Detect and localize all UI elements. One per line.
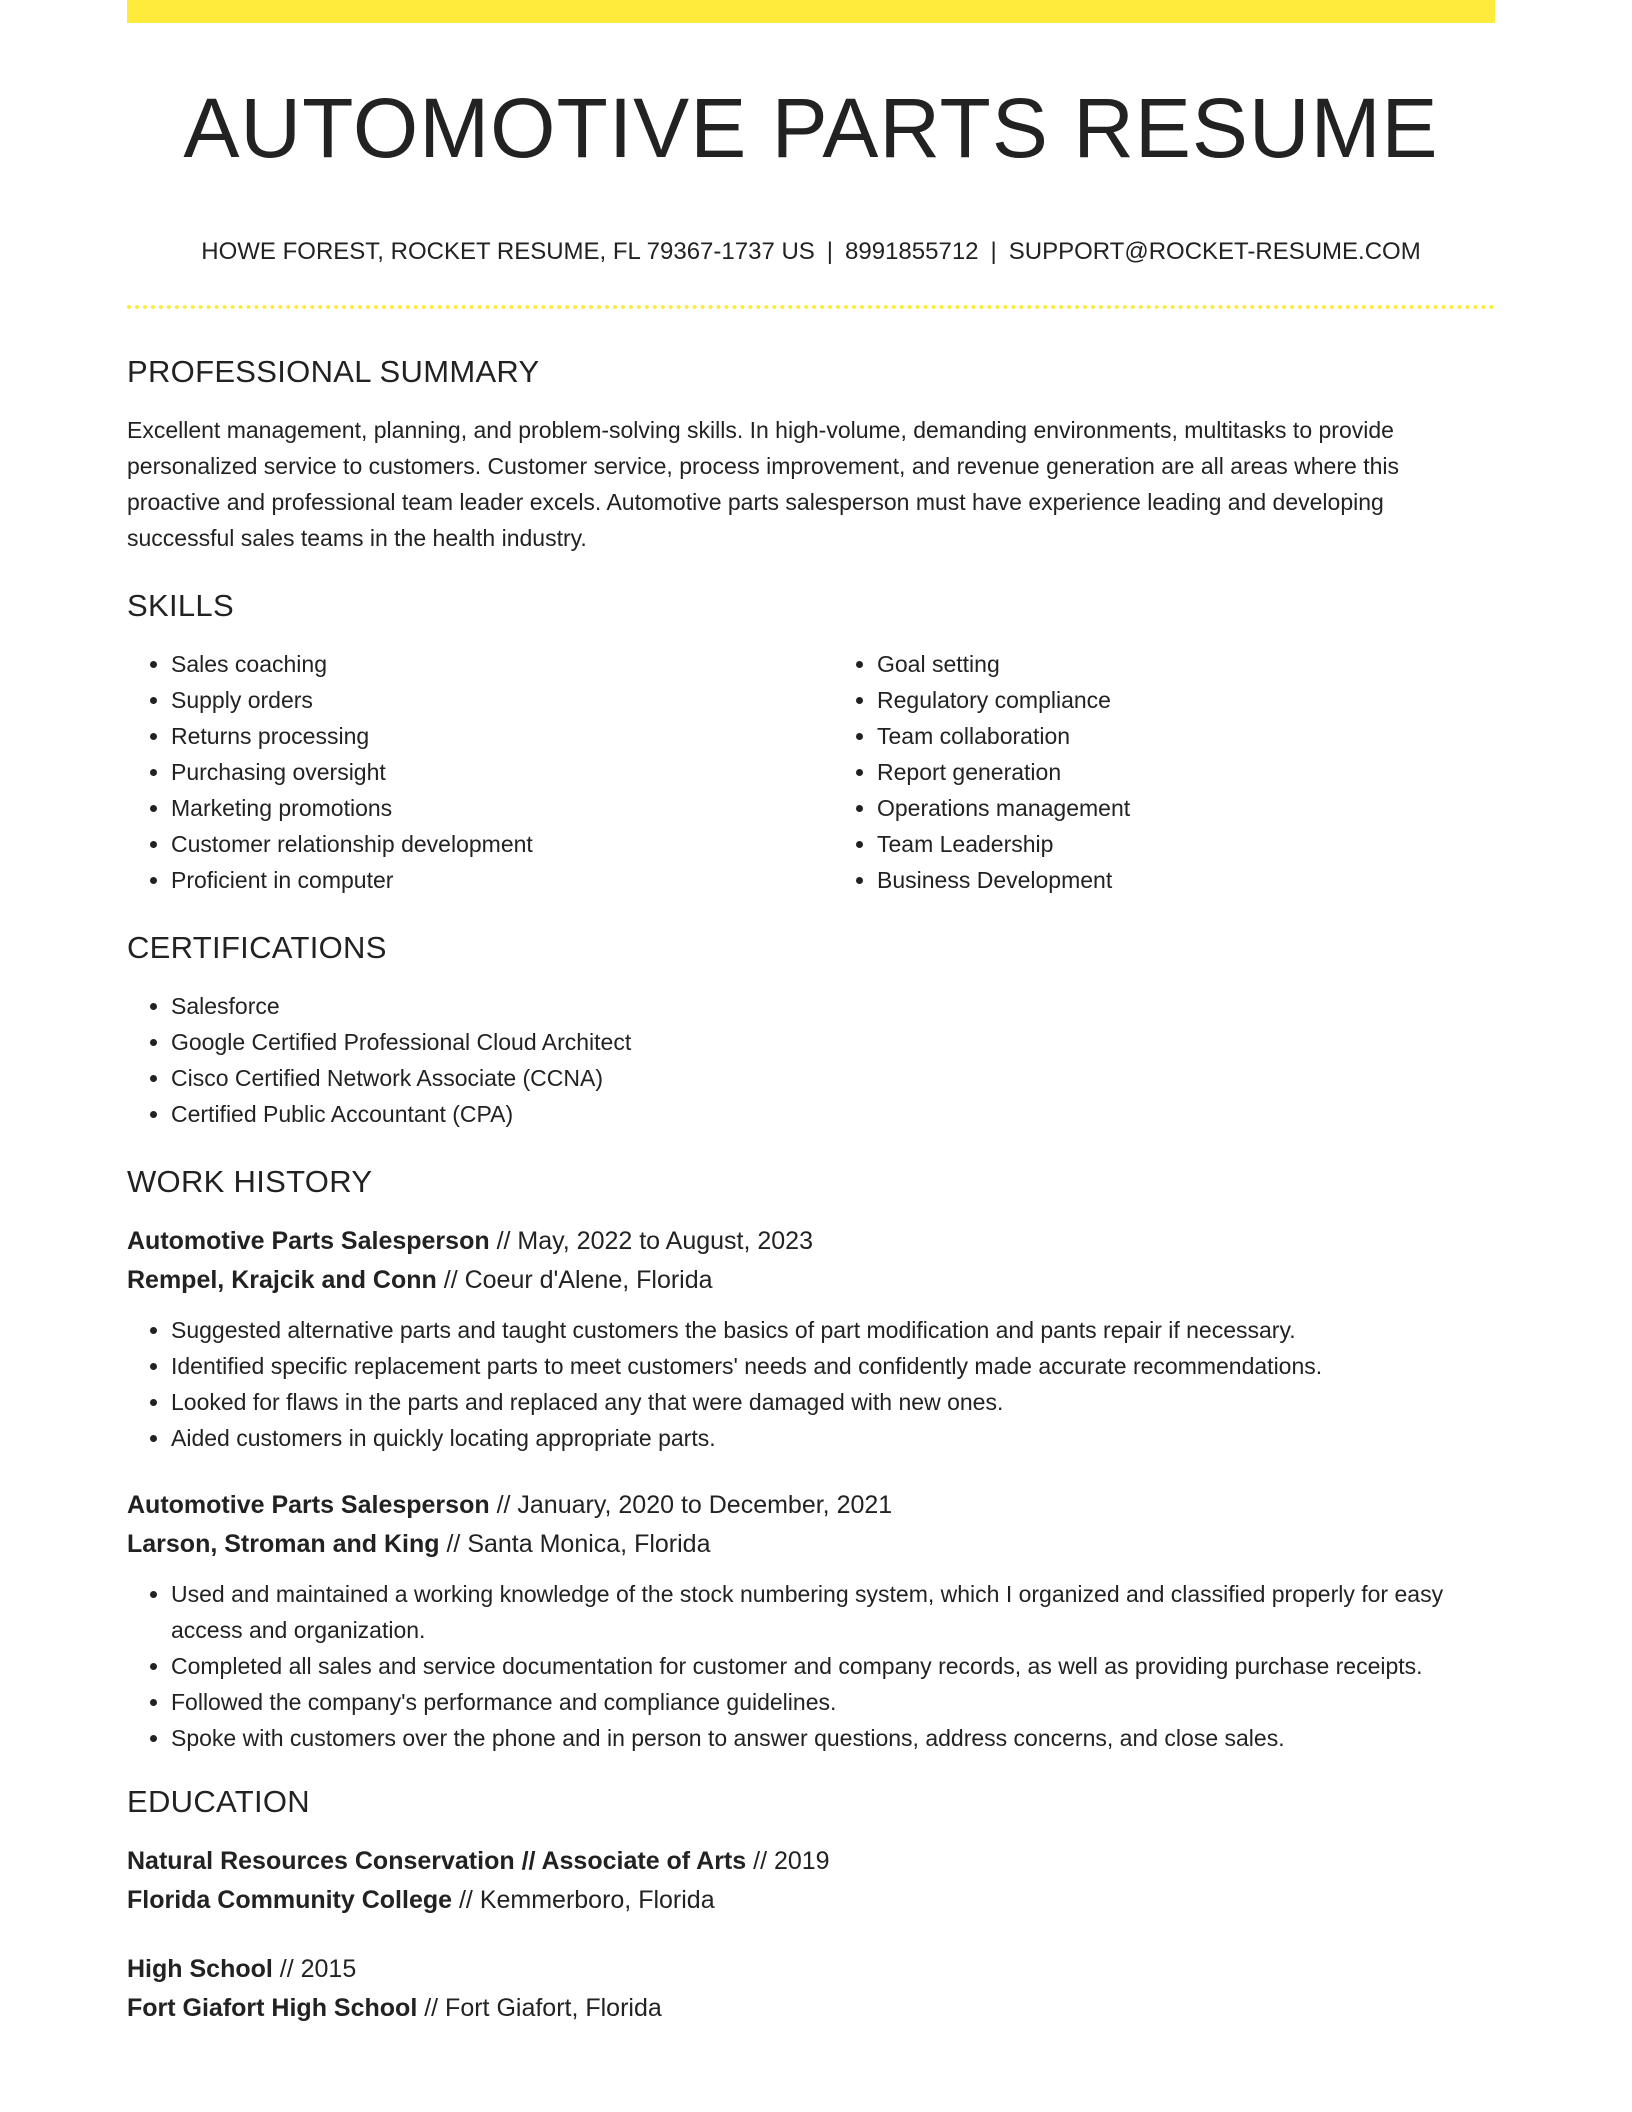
job-location: // Coeur d'Alene, Florida bbox=[436, 1266, 713, 1294]
skill-item: • Team collaboration bbox=[877, 718, 1495, 754]
job-duties-list bbox=[127, 1312, 1495, 1456]
education-degree-line bbox=[127, 1842, 1495, 1881]
education-entry bbox=[127, 1950, 1495, 2028]
certification-item: • Google Certified Professional Cloud Architect bbox=[171, 1024, 1495, 1060]
certification-item: • Salesforce bbox=[171, 988, 1495, 1024]
contact-separator: | bbox=[990, 238, 997, 265]
section-heading-skills: SKILLS bbox=[127, 588, 234, 623]
job-duty-item: • Used and maintained a working knowledge of the stock numbering system, which I organized and classified properly for easy access and organization. bbox=[171, 1576, 1495, 1648]
section-heading-education: EDUCATION bbox=[127, 1784, 310, 1819]
job-duty-item: • Identified specific replacement parts to meet customers' needs and confidently made accurate recommendations. bbox=[171, 1348, 1495, 1384]
job-dates: // January, 2020 to December, 2021 bbox=[489, 1491, 893, 1519]
skill-item: • Sales coaching bbox=[171, 646, 789, 682]
job-company: Larson, Stroman and King bbox=[127, 1530, 440, 1558]
job-title: Automotive Parts Salesperson bbox=[127, 1491, 490, 1519]
certification-item: • Certified Public Accountant (CPA) bbox=[171, 1096, 1495, 1132]
skill-item: • Marketing promotions bbox=[171, 790, 789, 826]
education-entry bbox=[127, 1842, 1495, 1920]
job-dates: // May, 2022 to August, 2023 bbox=[489, 1227, 813, 1255]
skill-item: • Operations management bbox=[877, 790, 1495, 826]
education-degree: Natural Resources Conservation // Associate of Arts bbox=[127, 1847, 747, 1875]
education-school-line bbox=[127, 1989, 1495, 2028]
contact-address: HOWE FOREST, ROCKET RESUME, FL 79367-1737 US bbox=[201, 238, 815, 265]
skills-list-right bbox=[833, 646, 1495, 898]
resume-title: AUTOMOTIVE PARTS RESUME bbox=[183, 81, 1439, 175]
education-location: // Kemmerboro, Florida bbox=[452, 1886, 715, 1914]
skills-list-left bbox=[127, 646, 789, 898]
skill-item: • Proficient in computer bbox=[171, 862, 789, 898]
skills-section bbox=[127, 584, 1495, 898]
skill-item: • Returns processing bbox=[171, 718, 789, 754]
skill-item: • Customer relationship development bbox=[171, 826, 789, 862]
job-duty-item: • Followed the company's performance and compliance guidelines. bbox=[171, 1684, 1495, 1720]
job-company-line bbox=[127, 1525, 1495, 1564]
education-section bbox=[127, 1780, 1495, 2028]
education-degree: High School bbox=[127, 1955, 273, 1983]
certifications-list bbox=[127, 988, 1495, 1132]
summary-text: Excellent management, planning, and problem-solving skills. In high-volume, demanding environments, multitasks to provide personalized service to customers. Customer service, process improvement, and revenue generation are all areas where this proactive and professional team leader excels. Automotive parts salesperson must have experience leading and developing successful sales teams in the health industry. bbox=[127, 417, 1399, 551]
skill-item: • Report generation bbox=[877, 754, 1495, 790]
section-heading-work: WORK HISTORY bbox=[127, 1164, 373, 1199]
job-title-line bbox=[127, 1486, 1495, 1525]
job-title: Automotive Parts Salesperson bbox=[127, 1227, 490, 1255]
education-degree-line bbox=[127, 1950, 1495, 1989]
skill-item: • Supply orders bbox=[171, 682, 789, 718]
contact-phone[interactable]: 8991855712 bbox=[845, 238, 979, 265]
skill-item: • Purchasing oversight bbox=[171, 754, 789, 790]
job-duty-item: • Looked for flaws in the parts and replaced any that were damaged with new ones. bbox=[171, 1384, 1495, 1420]
certifications-section bbox=[127, 926, 1495, 1132]
education-year: // 2015 bbox=[272, 1955, 357, 1983]
job-duty-item: • Spoke with customers over the phone and in person to answer questions, address concerns, and close sales. bbox=[171, 1720, 1495, 1756]
education-school-line bbox=[127, 1881, 1495, 1920]
contact-line bbox=[127, 236, 1495, 268]
job-duty-item: • Aided customers in quickly locating appropriate parts. bbox=[171, 1420, 1495, 1456]
job-company-line bbox=[127, 1261, 1495, 1300]
skill-item: • Regulatory compliance bbox=[877, 682, 1495, 718]
skills-columns bbox=[127, 646, 1495, 898]
skill-item: • Goal setting bbox=[877, 646, 1495, 682]
job-title-line bbox=[127, 1222, 1495, 1261]
job-duty-item: • Suggested alternative parts and taught customers the basics of part modification and pants repair if necessary. bbox=[171, 1312, 1495, 1348]
skill-item: • Team Leadership bbox=[877, 826, 1495, 862]
work-history-section bbox=[127, 1160, 1495, 1756]
job-company: Rempel, Krajcik and Conn bbox=[127, 1266, 437, 1294]
education-location: // Fort Giafort, Florida bbox=[417, 1994, 662, 2022]
dotted-divider bbox=[127, 305, 1495, 309]
job-location: // Santa Monica, Florida bbox=[439, 1530, 711, 1558]
certification-item: • Cisco Certified Network Associate (CCNA) bbox=[171, 1060, 1495, 1096]
job-duty-item: • Completed all sales and service documentation for customer and company records, as well as providing purchase receipts. bbox=[171, 1648, 1495, 1684]
job-duties-list bbox=[127, 1576, 1495, 1756]
education-school: Fort Giafort High School bbox=[127, 1994, 418, 2022]
section-heading-certifications: CERTIFICATIONS bbox=[127, 930, 387, 965]
skill-item: • Business Development bbox=[877, 862, 1495, 898]
summary-section bbox=[127, 350, 1495, 556]
contact-email[interactable]: SUPPORT@ROCKET-RESUME.COM bbox=[1008, 238, 1421, 265]
education-year: // 2019 bbox=[746, 1847, 830, 1875]
section-heading-summary: PROFESSIONAL SUMMARY bbox=[127, 354, 540, 389]
contact-separator: | bbox=[826, 238, 834, 265]
education-school: Florida Community College bbox=[127, 1886, 453, 1914]
resume-body bbox=[127, 350, 1495, 2058]
job-entry bbox=[127, 1222, 1495, 1456]
accent-top-bar bbox=[127, 0, 1495, 23]
job-entry bbox=[127, 1486, 1495, 1756]
